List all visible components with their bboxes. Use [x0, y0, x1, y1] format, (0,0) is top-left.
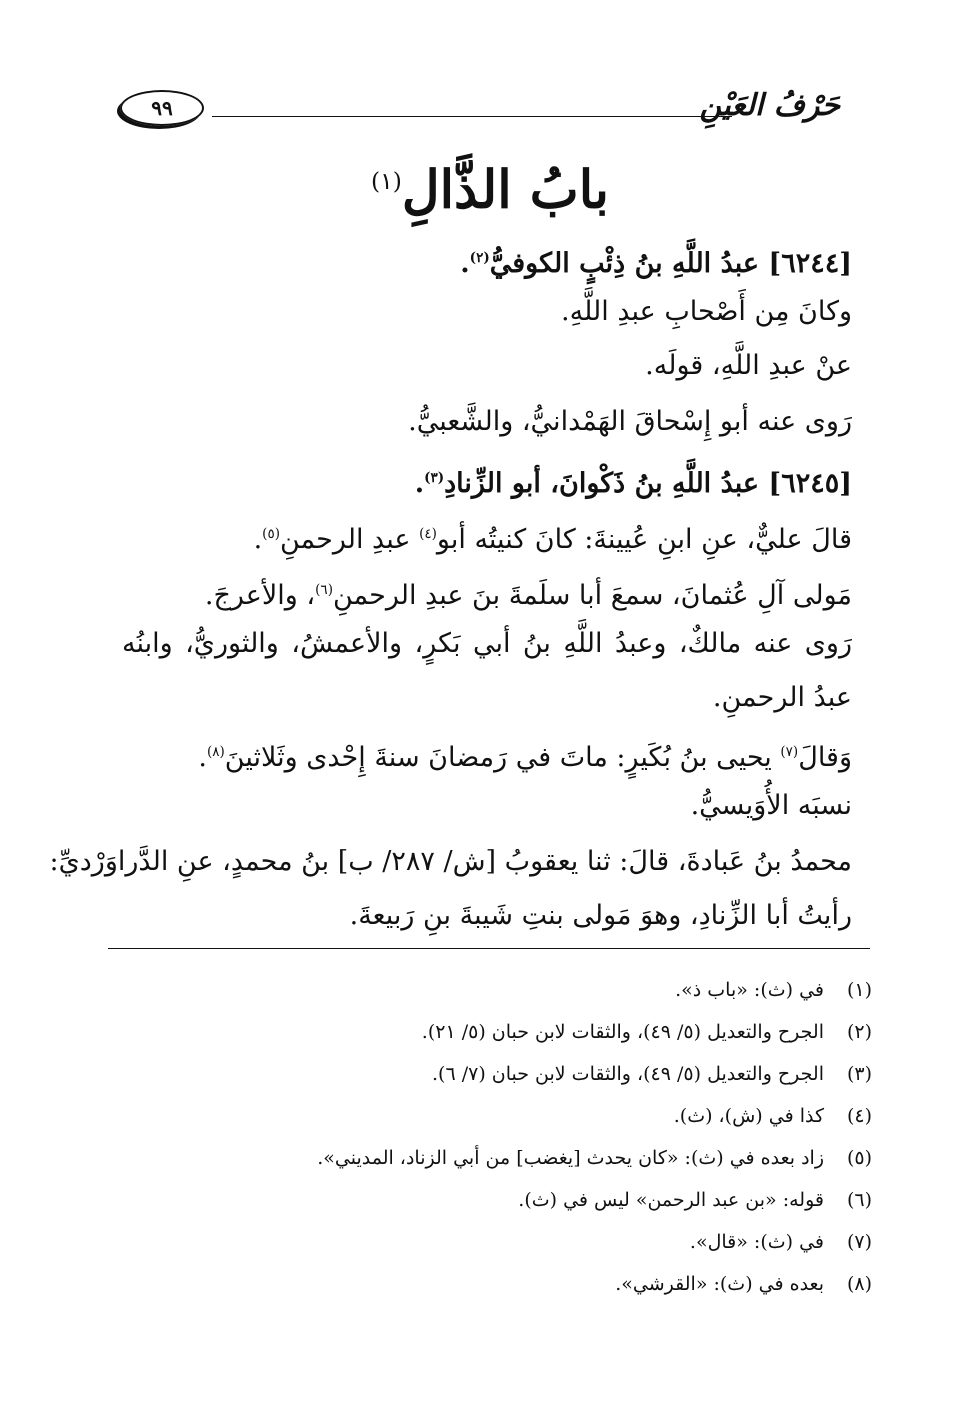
footnote-marker: (١) [370, 167, 402, 195]
text-line [122, 624, 852, 664]
line-text: رَوى عنه أبو إِسْحاقَ الهَمْدانيُّ، والشَّعبيُّ. [408, 406, 852, 437]
footnote-marker: (٦) [315, 582, 333, 598]
running-header-title: حَرْفُ العَيْنِ [699, 88, 840, 123]
line-text: عبدِ الرحمنِ [279, 524, 420, 555]
entry-number: [٦٢٤٤] [759, 248, 852, 279]
text-line [122, 402, 852, 442]
text-line [122, 292, 852, 332]
punctuation: . [460, 248, 470, 279]
running-header [120, 84, 840, 134]
line-text: ، والأعرجَ. [204, 580, 316, 611]
chapter-title-text: بابُ الذَّالِ [401, 159, 610, 221]
footnote [272, 976, 872, 1004]
footnote [272, 1270, 872, 1298]
footnote-number: (٢) [846, 1021, 872, 1043]
footnote-number: (٣) [846, 1063, 872, 1085]
footnote-number: (٧) [846, 1231, 872, 1253]
footnote-text: الجرح والتعديل (٥/ ٤٩)، والثقات لابن حبان (٥/ ٢١). [421, 1021, 824, 1043]
footnote-text: قوله: «بن عبد الرحمن» ليس في (ث). [518, 1189, 824, 1211]
footnote [272, 1186, 872, 1214]
text-line [122, 346, 852, 386]
entry-heading-6245 [122, 458, 852, 504]
footnote-marker: (٤) [419, 526, 437, 542]
footnote-text: كذا في (ش)، (ث). [673, 1105, 824, 1127]
entry-heading-6244 [122, 238, 852, 284]
line-text: قالَ عليٌّ، عنِ ابنِ عُيينةَ: كانَ كنيتُه أبو [436, 524, 852, 555]
line-text: عنْ عبدِ اللَّهِ، قولَه. [645, 350, 852, 381]
text-line [122, 514, 852, 560]
line-text: نسبَه الأُوَيسيُّ. [690, 790, 852, 821]
footnote [272, 1228, 872, 1256]
text-line [122, 570, 852, 616]
footnote [272, 1060, 872, 1088]
footnote-marker: (٢) [469, 250, 490, 266]
page-number-badge: ٩٩ [120, 90, 204, 126]
text-line [122, 678, 852, 718]
line-text: يحيى بنُ بُكَيرٍ: ماتَ في رَمضانَ سنةَ إِحْدى وثَلاثينَ [224, 742, 781, 773]
line-text: رأيتُ أبا الزِّنادِ، وهوَ مَولى بنتِ شَيبةَ بنِ رَبيعةَ. [349, 900, 852, 931]
text-line [49, 842, 852, 882]
punctuation: . [198, 742, 207, 773]
line-text: وَقالَ [798, 742, 852, 773]
footnote-number: (١) [846, 979, 872, 1001]
line-text: محمدُ بنُ عَبادةَ، قالَ: ثنا يعقوبُ [ش/ ٢٨٧/ ب] بنُ محمدٍ، عنِ الدَّراوَرْديِّ: [49, 846, 852, 877]
footnote-text: زاد بعده في (ث): «كان يحدث [يغضب] من أبي الزناد، المديني». [317, 1147, 824, 1169]
footnote-number: (٨) [846, 1273, 872, 1295]
line-text: مَولى آلِ عُثمانَ، سمعَ أبا سلَمةَ بنَ عبدِ الرحمنِ [332, 580, 852, 611]
footnote-marker: (٥) [262, 526, 280, 542]
punctuation: . [253, 524, 263, 555]
punctuation: . [414, 468, 425, 499]
chapter-title [0, 146, 980, 225]
footnote-number: (٥) [846, 1147, 872, 1169]
header-rule [212, 116, 732, 117]
footnote [272, 1102, 872, 1130]
footnote-marker: (٧) [780, 744, 799, 760]
text-line [122, 896, 852, 936]
footnote [272, 1018, 872, 1046]
footnote-marker: (٨) [206, 744, 225, 760]
text-line [122, 732, 852, 778]
footnote-marker: (٣) [424, 470, 445, 486]
footnote-separator [108, 948, 870, 949]
footnote [272, 1144, 872, 1172]
footnote-text: في (ث): «قال». [689, 1231, 824, 1253]
footnote-number: (٦) [846, 1189, 872, 1211]
text-line [122, 786, 852, 826]
line-text: وكانَ مِن أَصْحابِ عبدِ اللَّهِ. [561, 296, 852, 327]
line-text: عبدُ الرحمنِ. [712, 682, 852, 713]
footnote-text: بعده في (ث): «القرشي». [615, 1273, 824, 1295]
footnote-number: (٤) [846, 1105, 872, 1127]
footnote-text: في (ث): «باب ذ». [675, 979, 824, 1001]
entry-number: [٦٢٤٥] [759, 468, 852, 499]
entry-name: عبدُ اللَّهِ بنُ ذَكْوانَ، أبو الزِّنادِ [444, 468, 760, 499]
footnote-text: الجرح والتعديل (٥/ ٤٩)، والثقات لابن حبان (٧/ ٦). [432, 1063, 824, 1085]
entry-name: عبدُ اللَّهِ بنُ ذِئْبٍ الكوفيُّ [489, 248, 760, 279]
line-text: رَوى عنه مالكٌ، وعبدُ اللَّهِ بنُ أبي بَكرٍ، والأعمشُ، والثوريُّ، وابنُه [122, 628, 852, 659]
